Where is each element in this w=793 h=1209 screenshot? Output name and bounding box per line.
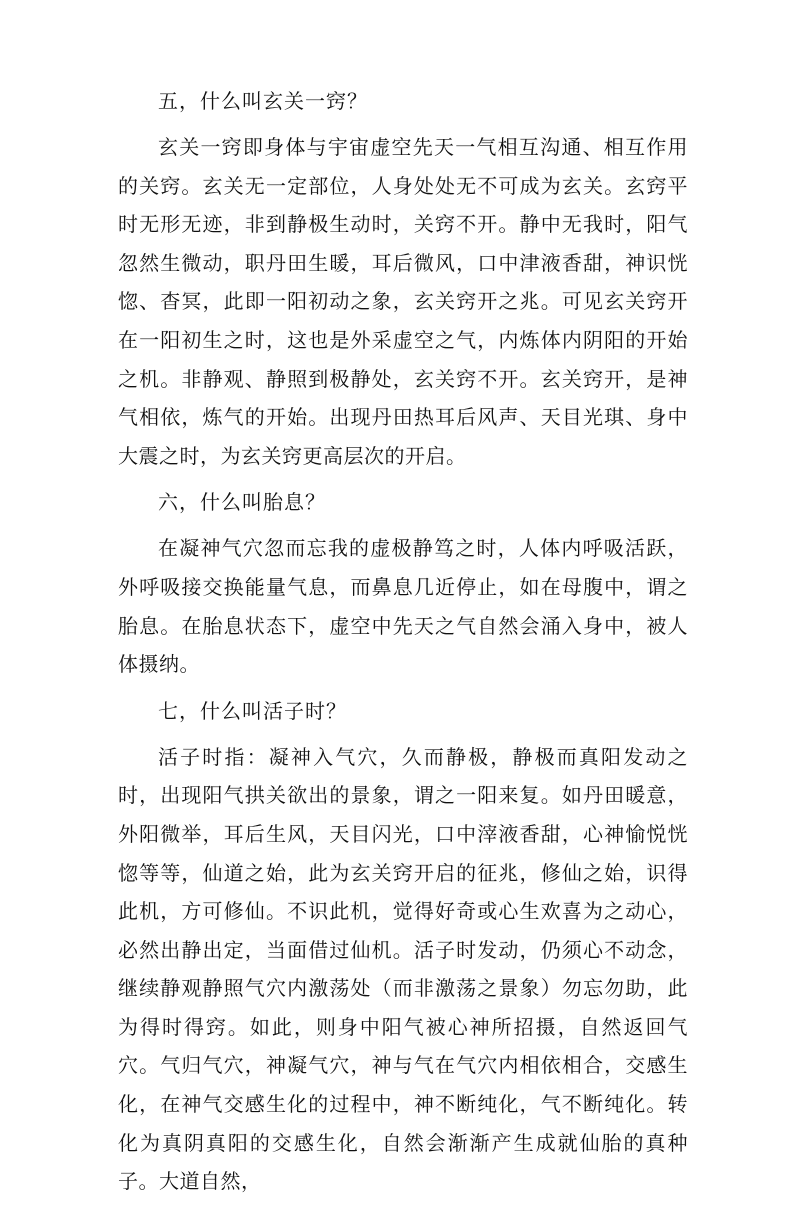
section-7-paragraph: 活子时指：凝神入气穴，久而静极，静极而真阳发动之时，出现阳气拱关欲出的景象，谓之一阳来复。如丹田暖意，外阳微举，耳后生风，天目闪光，口中滓液香甜，心神愉悦恍惚等等，仙道之始，此为玄关窍开启的征兆，修仙之始，识得此机，方可修仙。不识此机，觉得好奇或心生欢喜为之动心，必然出静出定，当面借过仙机。活子时发动，仍须心不动念，继续静观静照气穴内激荡处（而非激荡之景象）勿忘勿助，此为得时得窍。如此，则身中阳气被心神所招摄，自然返回气穴。气归气穴，神凝气穴，神与气在气穴内相依相合，交感生化，在神气交感生化的过程中，神不断纯化，气不断纯化。转化为真阴真阳的交感生化，自然会渐渐产生成就仙胎的真种子。大道自然， <box>118 744 688 1194</box>
document-body <box>118 82 688 1209</box>
section-6-heading: 六，什么叫胎息？ <box>158 490 326 515</box>
section-5-paragraph: 玄关一窍即身体与宇宙虚空先天一气相互沟通、相互作用的关窍。玄关无一定部位，人身处处无不可成为玄关。玄窍平时无形无迹，非到静极生动时，关窍不开。静中无我时，阳气忽然生微动，职丹田生暖，耳后微风，口中津液香甜，神识恍惚、杳冥，此即一阳初动之象，玄关窍开之兆。可见玄关窍开在一阳初生之时，这也是外采虚空之气，内炼体内阴阳的开始之机。非静观、静照到极静处，玄关窍不开。玄关窍开，是神气相依，炼气的开始。出现丹田热耳后风声、天目光琪、身中大震之时，为玄关窍更高层次的开启。 <box>118 135 688 468</box>
section-7-heading: 七，什么叫活子时？ <box>158 698 347 723</box>
section-6-paragraph: 在凝神气穴忽而忘我的虚极静笃之时，人体内呼吸活跃，外呼吸接交换能量气息，而鼻息几近停止，如在母腹中，谓之胎息。在胎息状态下，虚空中先天之气自然会涌入身中，被人体摄纳。 <box>118 536 688 677</box>
section-5-heading: 五，什么叫玄关一窍？ <box>158 89 368 113</box>
